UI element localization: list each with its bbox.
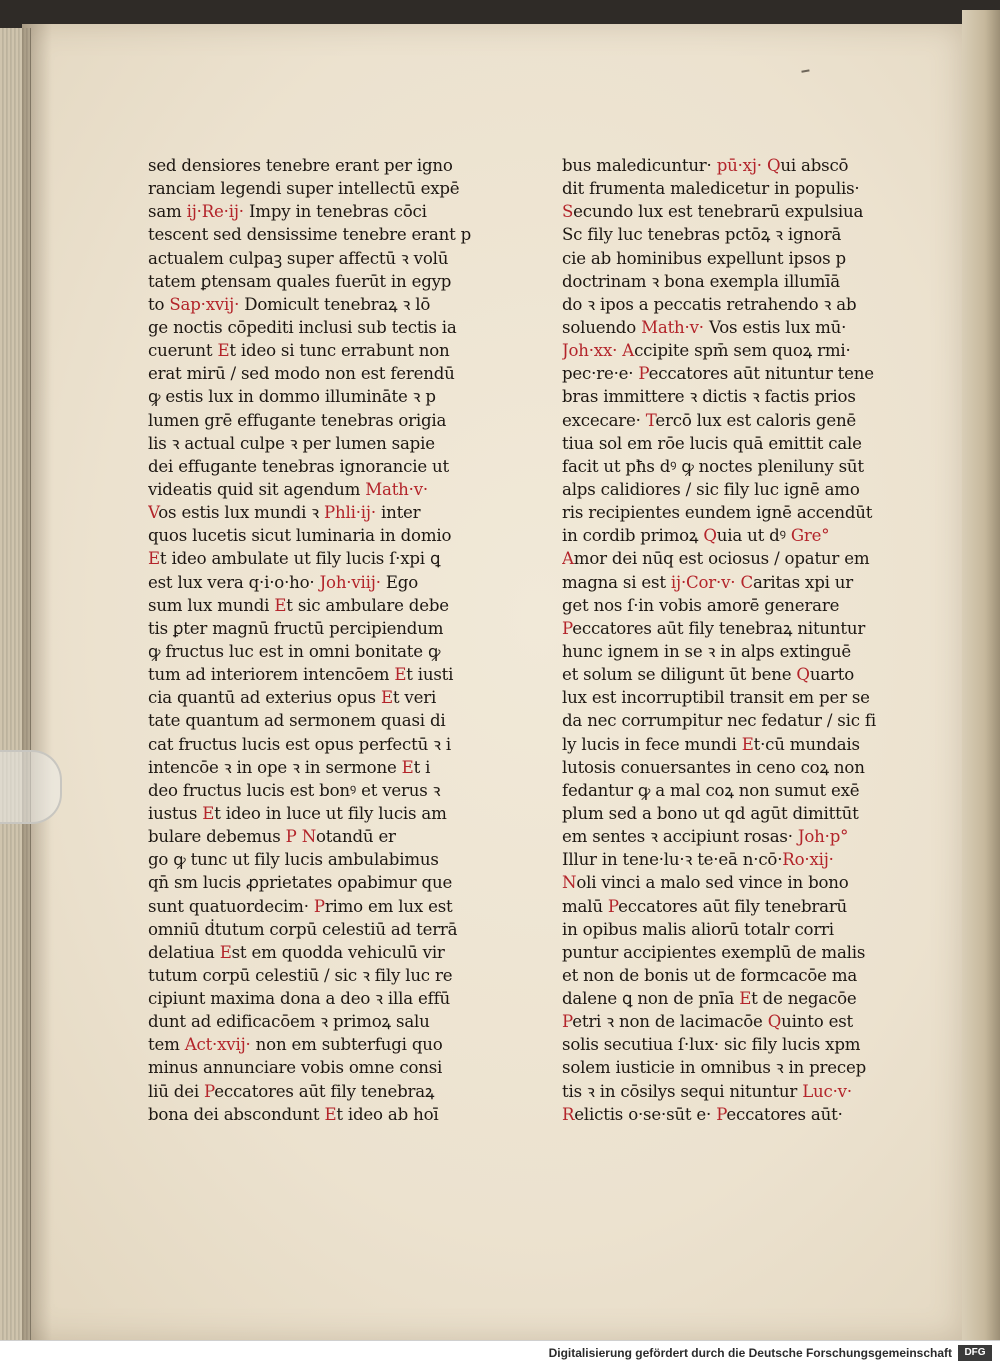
text-line [562,825,892,848]
rubric-text: Joh·p° [797,827,849,847]
text-segment: t ideo in luce ut fily lucis am [214,803,447,823]
text-line [148,362,498,385]
text-line [148,617,498,640]
rubric-text: N [301,827,317,847]
rubric-text: E [741,734,754,754]
text-segment: lux est incorruptibil transit em per se [562,688,870,708]
rubric-text: S [562,202,574,222]
text-line [562,779,892,802]
text-segment: ge noctis cōpediti inclusi sub tectis ia [148,317,457,337]
rubric-text: E [394,665,407,685]
rubric-text: Act·xvij· [184,1035,251,1055]
rubric-text: P [638,364,649,384]
text-line [148,779,498,802]
text-segment: sum lux mundi [148,595,275,615]
text-segment: eccatores aūt nituntur tene [648,364,874,384]
text-segment: bona dei abscondunt [148,1104,325,1124]
left-text-column [148,154,498,1126]
text-segment: ecundo lux est tenebrarū expulsiua [573,202,864,222]
text-line [562,1080,892,1103]
text-line [148,640,498,663]
text-line [148,385,498,408]
rubric-text: ij·Re·ij· [186,202,244,222]
text-segment: t·cū mundais [753,734,860,754]
text-line [148,154,498,177]
text-segment: ris recipientes eundem ignē accendūt [562,503,873,523]
text-segment: tem [148,1035,185,1055]
text-segment: actualem culpaꝫ super affectū ꝛ volū [148,248,449,268]
text-segment: uia ut dꝰ [716,526,791,546]
text-line [562,154,892,177]
text-segment: ccipite spm̄ sem quoꝝ rmi· [634,341,851,361]
text-segment: cipiunt maxima dona a deo ꝛ illa effū [148,989,451,1009]
rubric-text: ij·Cor·v· [670,572,736,592]
text-segment: tiua sol em rōe lucis quā emittit cale [562,433,862,453]
text-line [148,663,498,686]
footer-bar [0,1340,1000,1366]
text-line [562,432,892,455]
text-segment: eccatores aūt fily tenebraꝝ nituntur [572,618,866,638]
text-segment: videatis quid sit agendum [148,479,366,499]
text-segment: ꝙ fructus luc est in omni bonitate ꝙ [148,641,441,661]
text-segment: delatiua [148,942,220,962]
text-segment: st em quodda vehiculū vir [231,942,445,962]
text-line [562,895,892,918]
text-segment: Impy in tenebras cōci [243,202,427,222]
text-line [148,941,498,964]
rubric-text: Phli·ij· [324,503,376,523]
text-segment: eccatores aūt· [726,1104,843,1124]
rubric-text: V [148,503,159,523]
funding-notice: Digitalisierung gefördert durch die Deutsche Forschungsgemeinschaft [548,1346,952,1360]
text-segment: tis ꝑter magnū fructū percipiendum [148,618,444,638]
text-segment: ꝙ estis lux in dommo illumināte ꝛ p [148,387,436,407]
text-segment: uinto est [781,1012,853,1032]
rubric-text: E [739,989,752,1009]
text-line [562,663,892,686]
text-segment: eccatores aūt fily tenebrarū [618,896,848,916]
text-segment: in opibus malis aliorū totalr corri [562,919,834,939]
text-segment: tutum corpū celestiū / sic ꝛ fily luc re [148,965,453,985]
rubric-text: E [380,688,393,708]
gutter-shadow [22,24,52,1340]
rubric-text: P [716,1104,727,1124]
text-segment: quos lucetis sicut luminaria in domio [148,526,452,546]
text-segment: non em subterfugi quo [250,1035,443,1055]
rubric-text: E [219,942,232,962]
rubric-text: P [562,1012,573,1032]
text-line [148,1103,498,1126]
text-line [148,177,498,200]
rubric-text: P [204,1081,215,1101]
rubric-text: E [148,549,160,569]
text-segment: intencōe ꝛ in ope ꝛ in sermone [148,757,402,777]
text-segment: Ego [380,572,418,592]
text-segment: t ideo ambulate ut fily lucis ſ·xpi ꝗ [159,549,441,569]
rubric-text: E [202,803,215,823]
text-segment: Illur in tene·lu·ꝛ te·eā n·cō· [562,850,783,870]
rubric-text: Q [767,1012,782,1032]
text-line [148,409,498,432]
text-segment: magna si est [562,572,671,592]
text-segment: cie ab hominibus expellunt ipsos p [562,248,846,268]
text-segment: in cordib primoꝝ [562,526,704,546]
rubric-text: pū·xj· [716,156,762,175]
right-text-column [562,154,892,1126]
text-line [562,709,892,732]
text-line [562,409,892,432]
text-segment: bulare debemus [148,827,286,847]
text-segment: qn̄ sm lucis ꝓprietates opabimur que [148,873,453,893]
text-line [148,339,498,362]
rubric-text: E [324,1104,337,1124]
text-line [148,524,498,547]
text-segment: go ꝙ tunc ut fily lucis ambulabimus [148,850,439,870]
text-segment: oli vinci a malo sed vince in bono [576,873,849,893]
text-line [148,709,498,732]
text-segment: sam [148,202,187,222]
book-edge-right [962,10,1000,1340]
text-segment: Sc fily luc tenebras pctōꝝ ꝛ ignorā [562,225,842,245]
text-line [148,501,498,524]
text-segment: hunc ignem in se ꝛ in alps extinguē [562,641,851,661]
text-segment: cuerunt [148,341,218,361]
text-segment: sunt quatuordecim· [148,896,314,916]
text-segment: mor dei nūq est ociosus / opatur em [573,549,870,569]
text-segment: t ideo si tunc errabunt non [229,341,450,361]
text-segment: lumen grē effugante tenebras origia [148,410,447,430]
text-segment: bras immittere ꝛ dictis ꝛ factis prios [562,387,856,407]
text-segment: tescent sed densissime tenebre erant p [148,225,472,245]
rubric-text: Sap·xvij· [169,294,240,314]
rubric-text: Ro·xij· [782,850,834,870]
text-segment: doctrinam ꝛ bona exempla illumīā [562,271,840,291]
rubric-text: P [285,827,297,847]
text-line [562,987,892,1010]
text-line [148,1010,498,1033]
text-line [562,339,892,362]
text-segment: tate quantum ad sermonem quasi di [148,711,446,731]
text-segment: omniū ḋtutum corpū celestiū ad terrā [148,919,458,939]
text-segment: erat mirū / sed modo non est ferendū [148,364,455,384]
rubric-text: R [562,1104,575,1124]
text-line [148,200,498,223]
text-line [562,524,892,547]
text-line [148,223,498,246]
rubric-text: P [313,896,325,916]
text-segment: Domicult tenebraꝝ ꝛ lō [239,294,431,314]
text-line [148,247,498,270]
text-segment: da nec corrumpitur nec fedatur / sic fi [562,711,876,731]
rubric-text: Q [796,665,810,685]
text-line [562,733,892,756]
text-segment: iustus [148,803,203,823]
text-segment: lutosis conuersantes in ceno coꝝ non [562,757,865,777]
rubric-text: Luc·v· [802,1081,852,1101]
text-segment: do ꝛ ipos a peccatis retrahendo ꝛ ab [562,294,857,314]
text-line [562,1033,892,1056]
text-line [562,293,892,316]
text-line [148,1056,498,1079]
rubric-text: E [401,757,414,777]
rubric-text: Joh·viij· [319,572,381,592]
text-line [562,501,892,524]
text-segment: elictis o·se·sūt e· [574,1104,717,1124]
text-line [562,1010,892,1033]
text-line [562,941,892,964]
text-line [562,177,892,200]
text-segment: otandū er [316,827,396,847]
text-segment: malū [562,896,608,916]
pencil-mark [801,69,810,78]
text-line [148,571,498,594]
text-line [148,802,498,825]
text-line [562,1056,892,1079]
text-segment: os estis lux mundi ꝛ [158,503,325,523]
text-line [148,316,498,339]
text-segment: minus annunciare vobis omne consi [148,1058,443,1078]
text-line [562,871,892,894]
text-segment: dunt ad edificacōem ꝛ primoꝝ salu [148,1012,430,1032]
text-line [148,756,498,779]
text-segment: solem iusticie in omnibus ꝛ in precep [562,1058,867,1078]
dfg-logo: DFG [958,1345,992,1361]
text-segment: t iusti [406,665,454,685]
text-line [562,455,892,478]
text-segment: alps calidiores / sic fily luc ignē amo [562,479,860,499]
rubric-text: Math·v· [641,317,704,337]
text-line [562,223,892,246]
text-line [148,733,498,756]
text-line [148,547,498,570]
text-line [148,1080,498,1103]
text-segment: inter [375,503,421,523]
text-segment: Vos estis lux mū· [703,317,847,337]
text-segment: facit ut pħs dꝰ ꝙ noctes pleniluny sūt [562,456,864,476]
page-clip [0,750,62,824]
text-line [562,571,892,594]
text-line [148,1033,498,1056]
text-segment: solis secutiua ſ·lux· sic fily lucis xpm [562,1035,861,1055]
text-segment: et solum se diligunt ūt bene [562,665,797,685]
rubric-text: P [607,896,619,916]
rubric-text: N [562,873,577,893]
text-line [148,825,498,848]
text-line [148,594,498,617]
text-line [562,270,892,293]
text-line [562,247,892,270]
text-line [562,385,892,408]
text-segment: t ideo ab hoī [336,1104,439,1124]
rubric-text: Joh·xx· [562,341,618,361]
text-line [562,756,892,779]
text-segment: cat fructus lucis est opus perfectū ꝛ i [148,734,451,754]
text-segment: fedantur ꝙ a mal coꝝ non sumut exē [562,780,860,800]
text-segment: est lux vera q·i·o·ho· [148,572,320,592]
text-line [562,1103,892,1126]
text-segment: rimo em lux est [324,896,453,916]
text-segment: soluendo [562,317,642,337]
text-segment: ercō lux est caloris genē [655,410,857,430]
text-segment: em sentes ꝛ accipiunt rosas· [562,827,798,847]
rubric-text: Gre° [790,526,830,546]
text-segment: et non de bonis ut de formcacōe ma [562,965,858,985]
text-segment: uarto [809,665,854,685]
text-line [562,200,892,223]
text-line [562,547,892,570]
text-line [562,640,892,663]
text-segment: get nos ſ·in vobis amorē generare [562,595,840,615]
text-segment: to [148,294,170,314]
rubric-text: P [562,618,573,638]
text-line [562,918,892,941]
text-segment: deo fructus lucis est bonꝰ et verus ꝛ [148,780,441,800]
text-segment: dit frumenta maledicetur in populis· [562,179,860,199]
text-segment: pec·re·e· [562,364,639,384]
text-segment: ly lucis in fece mundi [562,734,742,754]
text-line [562,362,892,385]
text-line [148,478,498,501]
text-line [148,432,498,455]
text-segment: sed densiores tenebre erant per igno [148,156,453,175]
text-line [562,316,892,339]
text-segment: plum sed a bono ut qd agūt dimittūt [562,803,859,823]
text-segment: lis ꝛ actual culpe ꝛ per lumen sapie [148,433,435,453]
text-line [562,964,892,987]
text-line [148,455,498,478]
rubric-text: Q [766,156,781,175]
text-segment: liū dei [148,1081,205,1101]
text-segment: tatem ꝑtensam quales fuerūt in egyp [148,271,452,291]
text-segment: etri ꝛ non de lacimacōe [572,1012,768,1032]
rubric-text: Q [703,526,717,546]
text-segment: ranciam legendi super intellectū expē [148,179,460,199]
text-line [562,617,892,640]
text-segment: t de negacōe [751,989,857,1009]
text-line [562,478,892,501]
rubric-text: T [645,410,656,430]
rubric-text: A [562,549,574,569]
rubric-text: A [622,341,635,361]
text-segment: eccatores aūt fily tenebraꝝ [214,1081,435,1101]
rubric-text: C [740,572,753,592]
text-segment: t veri [392,688,437,708]
text-segment: tum ad interiorem intencōem [148,665,395,685]
text-segment: dei effugante tenebras ignorancie ut [148,456,449,476]
text-segment: dalene ꝗ non de pnīa [562,989,740,1009]
text-segment: bus maledicuntur· [562,156,717,175]
text-line [148,964,498,987]
text-line [148,686,498,709]
rubric-text: Math·v· [365,479,428,499]
text-segment: excecare· [562,410,646,430]
text-line [562,802,892,825]
text-line [562,848,892,871]
text-segment: ui abscō [780,156,849,175]
rubric-text: E [274,595,287,615]
text-line [148,293,498,316]
text-segment: tis ꝛ in cōsilys sequi nituntur [562,1081,803,1101]
rubric-text: E [217,341,230,361]
text-segment: cia quantū ad exterius opus [148,688,381,708]
text-segment: t i [413,757,431,777]
text-line [148,848,498,871]
text-line [562,594,892,617]
text-line [148,871,498,894]
text-line [148,270,498,293]
text-line [148,895,498,918]
text-line [148,987,498,1010]
text-line [148,918,498,941]
text-line [562,686,892,709]
text-segment: t sic ambulare debe [286,595,449,615]
text-segment: puntur accipientes exemplū de malis [562,942,866,962]
text-segment: aritas xpi ur [752,572,854,592]
